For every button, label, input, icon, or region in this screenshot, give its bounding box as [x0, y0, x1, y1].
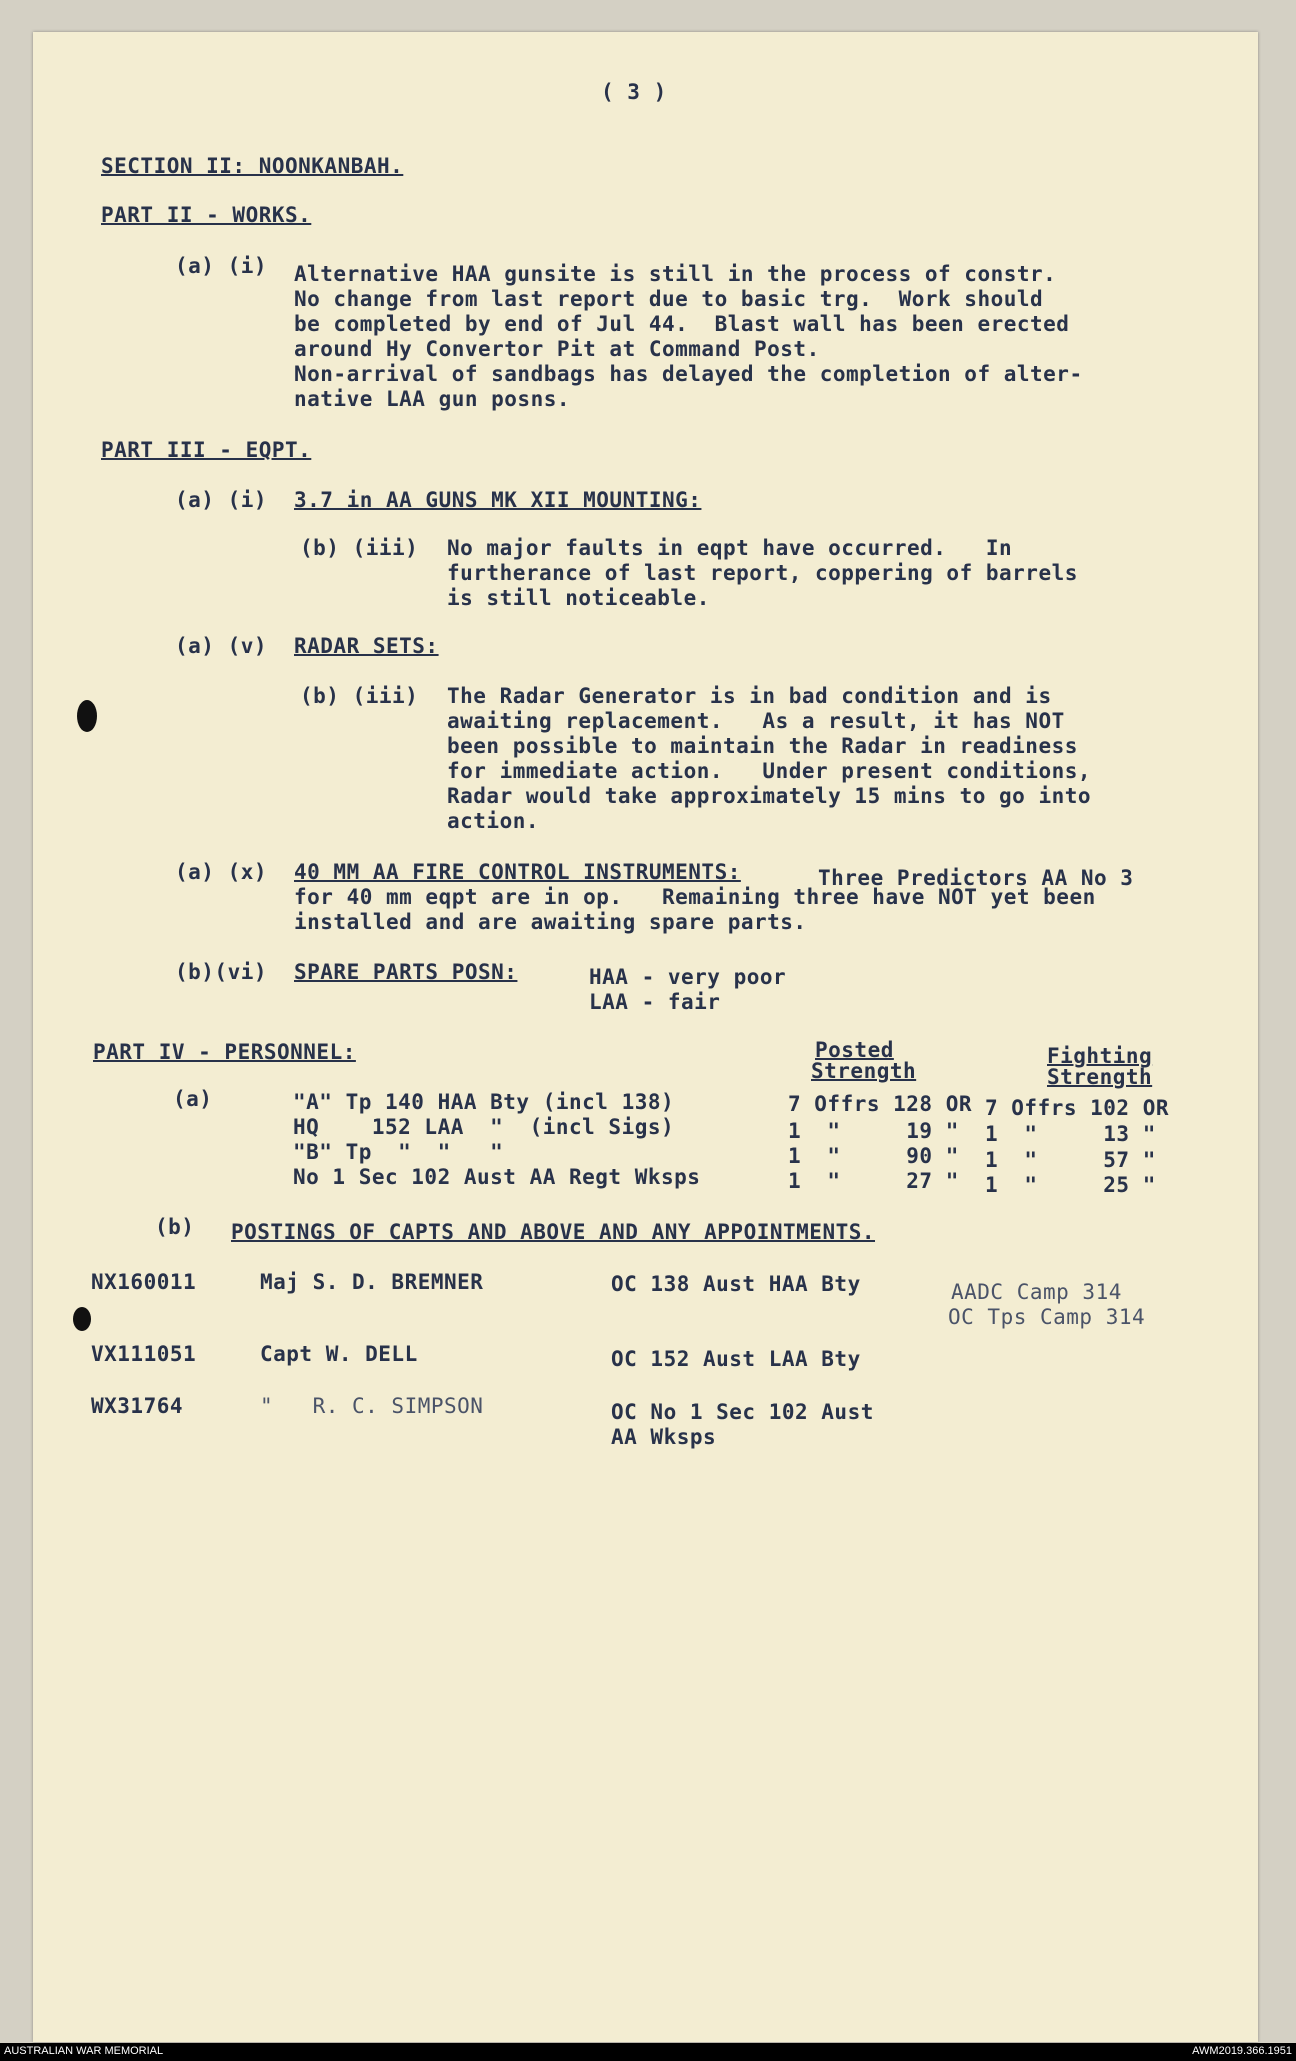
part2-line: be completed by end of Jul 44. Blast wall has been erected [294, 312, 1070, 336]
spares-label: (b)(vi) [175, 960, 268, 984]
officer-name: " R. C. SIMPSON [260, 1394, 484, 1418]
guns-sub-label: (b) (iii) [300, 536, 419, 560]
part2-label: (a) (i) [175, 254, 268, 278]
fci-text: Three Predictors AA No 3 [818, 866, 1134, 890]
part4-label-b: (b) [155, 1215, 195, 1239]
guns-line: is still noticeable. [447, 586, 710, 610]
radar-line: Radar would take approximately 15 mins to go into [447, 784, 1092, 808]
part2-line: Alternative HAA gunsite is still in the process of constr. [294, 262, 1057, 286]
service-number: WX31764 [91, 1394, 184, 1418]
radar-line: awaiting replacement. As a result, it has NOT [447, 709, 1065, 733]
radar-line: action. [447, 809, 540, 833]
personnel-unit: No 1 Sec 102 Aust AA Regt Wksps [293, 1165, 701, 1189]
part3-heading: PART III - EQPT. [101, 438, 312, 462]
radar-line: for immediate action. Under present conditions, [447, 759, 1092, 783]
officer-name: Capt W. DELL [260, 1342, 418, 1366]
personnel-fighting: 1 " 57 " [985, 1148, 1156, 1172]
postings-title: POSTINGS OF CAPTS AND ABOVE AND ANY APPOINTMENTS. [231, 1220, 876, 1244]
part2-line: Non-arrival of sandbags has delayed the completion of alter- [294, 362, 1083, 386]
posted-header: Posted [815, 1038, 894, 1062]
document-page [33, 32, 1258, 2042]
punch-hole-mark [73, 1307, 91, 1331]
fighting-header: Strength [1047, 1065, 1153, 1089]
fighting-header: Fighting [1047, 1044, 1153, 1068]
personnel-posted: 7 Offrs 128 OR [788, 1092, 973, 1116]
personnel-unit: "A" Tp 140 HAA Bty (incl 138) [293, 1090, 675, 1114]
part4-heading: PART IV - PERSONNEL: [93, 1040, 356, 1064]
service-number: VX111051 [91, 1342, 197, 1366]
part2-line: No change from last report due to basic trg. Work should [294, 287, 1044, 311]
radar-line: The Radar Generator is in bad condition and is [447, 684, 1052, 708]
spares-haa: HAA - very poor [589, 965, 787, 989]
officer-extra: AADC Camp 314 [951, 1280, 1122, 1304]
spares-laa: LAA - fair [589, 990, 721, 1014]
personnel-fighting: 1 " 25 " [985, 1173, 1156, 1197]
footer-left: AUSTRALIAN WAR MEMORIAL [4, 2045, 164, 2057]
radar-line: been possible to maintain the Radar in readiness [447, 734, 1078, 758]
service-number: NX160011 [91, 1270, 197, 1294]
footer-right: AWM2019.366.1951 [1192, 2045, 1292, 2057]
officer-post: OC 138 Aust HAA Bty [611, 1272, 861, 1296]
personnel-unit: HQ 152 LAA " (incl Sigs) [293, 1115, 675, 1139]
radar-sub-label: (b) (iii) [300, 684, 419, 708]
part2-line: native LAA gun posns. [294, 387, 571, 411]
officer-post: AA Wksps [611, 1425, 717, 1449]
fci-line: for 40 mm eqpt are in op. Remaining three have NOT yet been [294, 885, 1096, 909]
part2-line: around Hy Convertor Pit at Command Post. [294, 337, 820, 361]
guns-line: furtherance of last report, coppering of barrels [447, 561, 1078, 585]
fci-label: (a) (x) [175, 860, 268, 884]
officer-name: Maj S. D. BREMNER [260, 1270, 484, 1294]
personnel-fighting: 7 Offrs 102 OR [985, 1096, 1170, 1120]
officer-post: OC No 1 Sec 102 Aust [611, 1400, 874, 1424]
radar-label: (a) (v) [175, 634, 268, 658]
spares-title: SPARE PARTS POSN: [294, 960, 518, 984]
officer-extra: OC Tps Camp 314 [948, 1305, 1146, 1329]
punch-hole-mark [77, 700, 97, 732]
guns-line: No major faults in eqpt have occurred. In [447, 536, 1013, 560]
guns-label: (a) (i) [175, 488, 268, 512]
part4-label-a: (a) [173, 1087, 213, 1111]
page-number: ( 3 ) [601, 80, 667, 104]
personnel-posted: 1 " 27 " [788, 1169, 959, 1193]
personnel-fighting: 1 " 13 " [985, 1122, 1156, 1146]
guns-title: 3.7 in AA GUNS MK XII MOUNTING: [294, 488, 702, 512]
posted-header: Strength [811, 1059, 917, 1083]
section-title: SECTION II: NOONKANBAH. [101, 154, 404, 178]
fci-line: installed and are awaiting spare parts. [294, 910, 807, 934]
personnel-unit: "B" Tp " " " [293, 1140, 504, 1164]
footer-bar [0, 2043, 1296, 2061]
part2-heading: PART II - WORKS. [101, 203, 312, 227]
officer-post: OC 152 Aust LAA Bty [611, 1347, 861, 1371]
personnel-posted: 1 " 90 " [788, 1144, 959, 1168]
radar-title: RADAR SETS: [294, 634, 439, 658]
fci-title: 40 MM AA FIRE CONTROL INSTRUMENTS: [294, 860, 741, 884]
personnel-posted: 1 " 19 " [788, 1119, 959, 1143]
